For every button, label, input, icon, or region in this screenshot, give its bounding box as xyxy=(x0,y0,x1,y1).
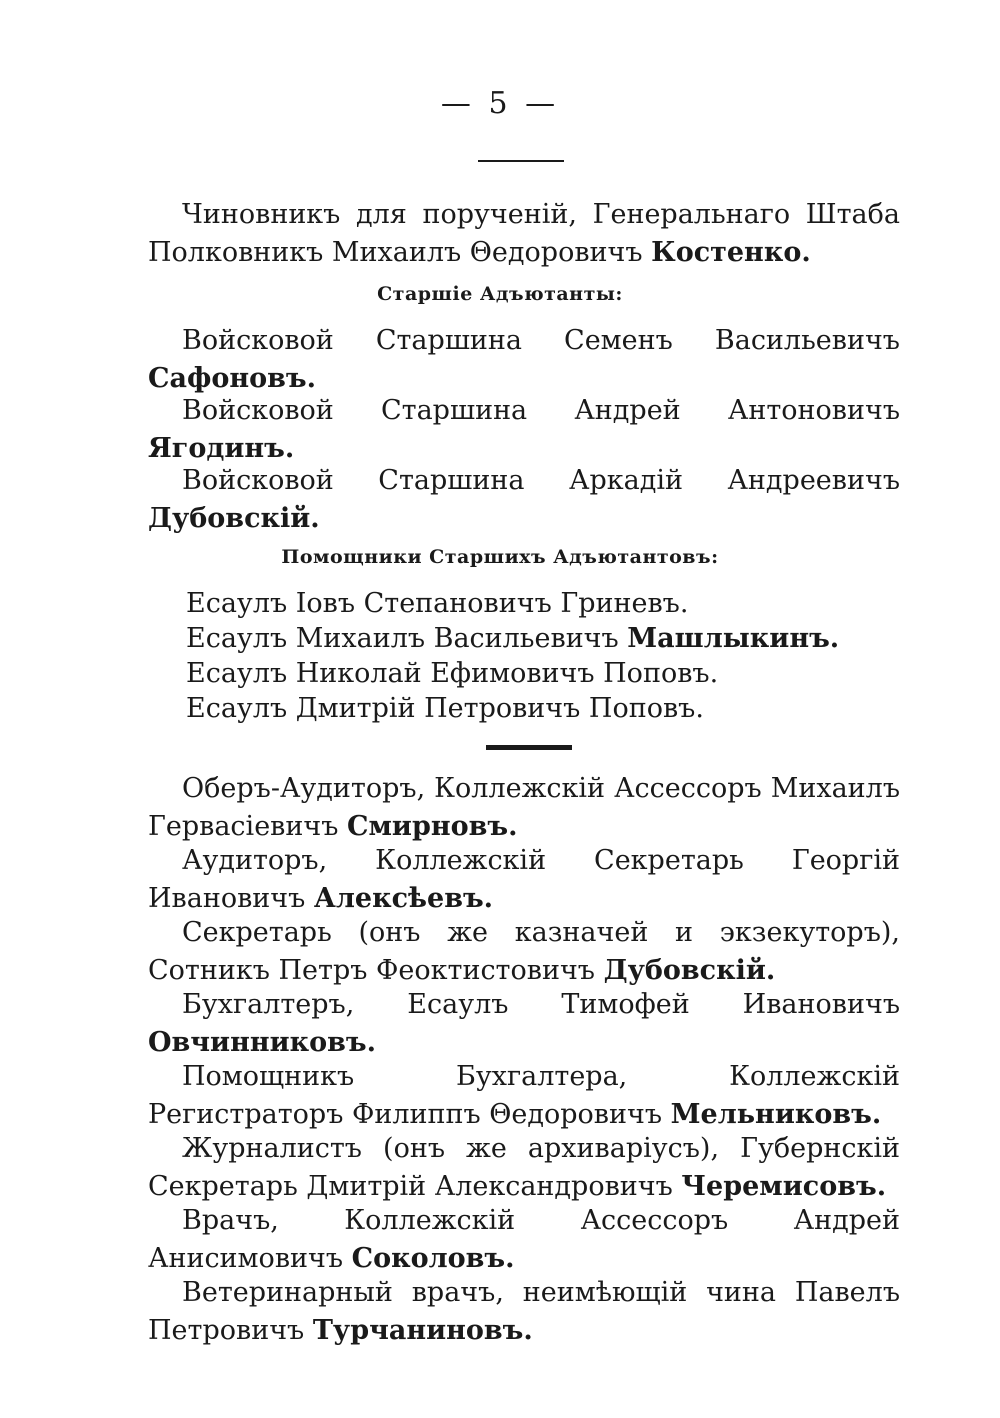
staff-entry xyxy=(148,1274,900,1350)
entry-text: Аудиторъ, Коллежскій Секретарь Георгій Ивановичъ xyxy=(148,845,900,914)
staff-entry xyxy=(148,1202,900,1278)
entry-surname: Дубовскій. xyxy=(603,955,776,986)
assistant-entry xyxy=(186,586,688,622)
senior-adjutant-entry xyxy=(148,462,900,538)
staff-entry xyxy=(148,986,900,1062)
entry-text: Войсковой Старшина Андрей Антоновичъ xyxy=(182,395,900,426)
entry-surname: Поповъ. xyxy=(588,693,704,724)
entry-surname: Соколовъ. xyxy=(351,1243,515,1274)
staff-list xyxy=(148,770,900,1350)
entry-text: Есаулъ Дмитрій Петровичъ xyxy=(186,693,589,724)
header-rule xyxy=(478,160,564,162)
assistant-entry xyxy=(186,621,839,657)
entry-text: Секретарь (онъ же казначей и экзекуторъ), Сотникъ Петръ Феоктистовичъ xyxy=(148,917,900,986)
entry-surname: Костенко. xyxy=(651,237,811,268)
entry-surname: Овчинниковъ. xyxy=(148,1027,376,1058)
staff-entry xyxy=(148,914,900,990)
entry-text: Чиновникъ для порученій, Генеральнаго Штаба Полковникъ Михаилъ Θедоровичъ xyxy=(148,199,900,268)
staff-entry xyxy=(148,1130,900,1206)
page-number: — 5 — xyxy=(440,86,560,121)
senior-adjutant-entry xyxy=(148,392,900,468)
entry-surname: Турчаниновъ. xyxy=(312,1315,533,1346)
entry-surname: Алексѣевъ. xyxy=(313,883,494,914)
entry-text: Врачъ, Коллежскій Ассессоръ Андрей Анисимовичъ xyxy=(148,1205,900,1274)
entry-text: Оберъ-Аудиторъ, Коллежскій Ассессоръ Михаилъ Гервасіевичъ xyxy=(148,773,900,842)
entry-text: Есаулъ Николай Ефимовичъ xyxy=(186,658,604,689)
assistant-entry xyxy=(186,691,704,727)
entry-text: Помощникъ Бухгалтера, Коллежскій Регистраторъ Филиппъ Θедоровичъ xyxy=(148,1061,900,1130)
entry-text: Есаулъ Іовъ Степановичъ xyxy=(186,588,561,619)
senior-adjutants-heading: Старшіе Адъютанты: xyxy=(377,283,623,305)
entry-surname: Сафоновъ. xyxy=(148,363,316,394)
entry-text: Ветеринарный врачъ, неимѣющій чина Павелъ Петровичъ xyxy=(148,1277,900,1346)
senior-adjutant-entry xyxy=(148,322,900,398)
staff-entry xyxy=(148,770,900,846)
entry-surname: Мельниковъ. xyxy=(670,1099,882,1130)
chinovnik-paragraph xyxy=(148,196,900,272)
chinovnik-entry xyxy=(148,196,900,272)
entry-text: Бухгалтеръ, Есаулъ Тимофей Ивановичъ xyxy=(182,989,900,1020)
entry-text: Есаулъ Михаилъ Васильевичъ xyxy=(186,623,628,654)
entry-text: Войсковой Старшина Аркадій Андреевичъ xyxy=(182,465,900,496)
entry-surname: Черемисовъ. xyxy=(681,1171,887,1202)
entry-surname: Гриневъ. xyxy=(560,588,689,619)
entry-surname: Ягодинъ. xyxy=(148,433,295,464)
entry-text: Журналистъ (онъ же архиваріусъ), Губернскій Секретарь Дмитрій Александровичъ xyxy=(148,1133,900,1202)
entry-text: Войсковой Старшина Семенъ Васильевичъ xyxy=(182,325,900,356)
entry-surname: Смирновъ. xyxy=(346,811,518,842)
staff-entry xyxy=(148,1058,900,1134)
entry-surname: Машлыкинъ. xyxy=(627,623,840,654)
assistant-entry xyxy=(186,656,718,692)
senior-adjutants-list xyxy=(148,322,900,538)
staff-entry xyxy=(148,842,900,918)
section-rule xyxy=(486,745,572,750)
assistants-heading: Помощники Старшихъ Адъютантовъ: xyxy=(281,546,719,568)
entry-surname: Поповъ. xyxy=(603,658,719,689)
entry-surname: Дубовскій. xyxy=(148,503,320,534)
